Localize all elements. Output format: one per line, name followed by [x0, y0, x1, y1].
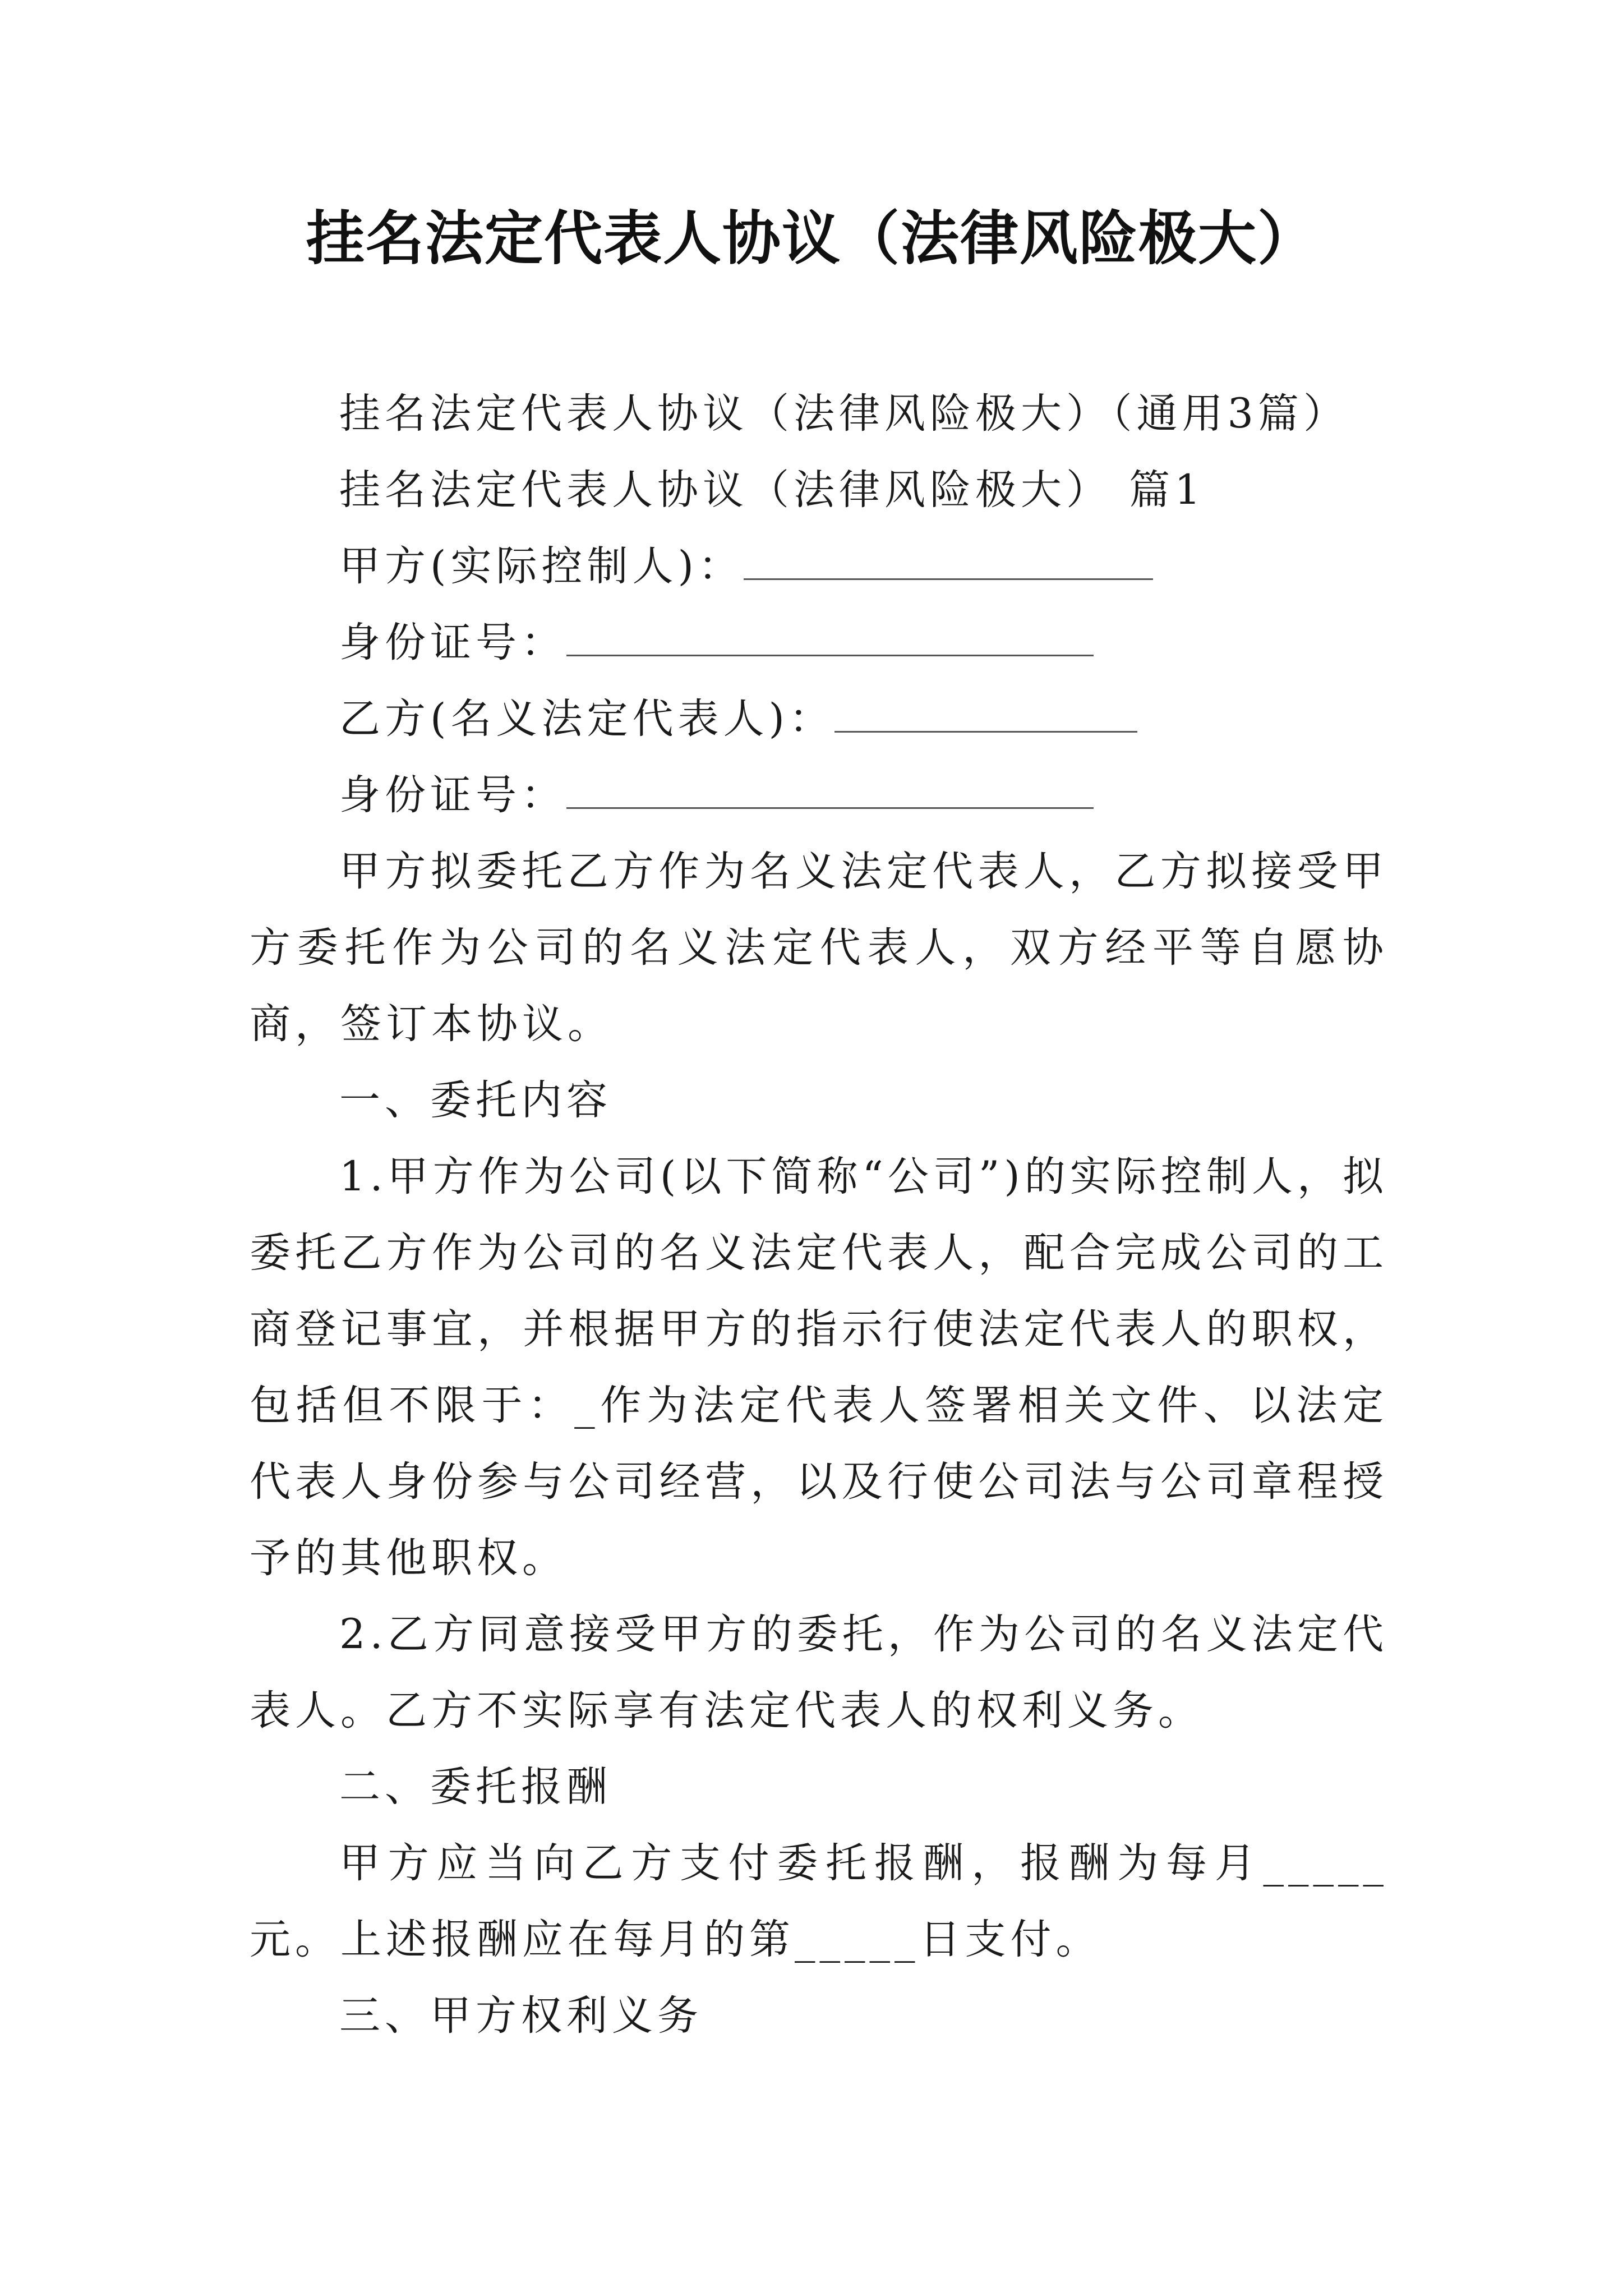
clause-1: 1.甲方作为公司(以下简称“公司”)的实际控制人，拟委托乙方作为公司的名义法定代表人，配合完成公司的工商登记事宜，并根据甲方的指示行使法定代表人的职权，包括但不限于：_作为法定代表人签署相关文件、以法定代表人身份参与公司经营，以及行使公司法与公司章程授予的其他职权。 — [250, 1153, 1388, 1582]
party-a-row — [250, 528, 1388, 605]
party-b-blank — [834, 691, 1137, 733]
section1-heading: 一、委托内容 — [339, 1076, 612, 1124]
section2-heading: 二、委托报酬 — [339, 1763, 612, 1811]
section3-heading: 三、甲方权利义务 — [339, 1992, 703, 2040]
intro-paragraph: 甲方拟委托乙方作为名义法定代表人，乙方拟接受甲方委托作为公司的名义法定代表人，双方经平等自愿协商，签订本协议。 — [250, 848, 1388, 1048]
document-body — [250, 376, 1388, 2054]
subtitle-collection: 挂名法定代表人协议（法律风险极大）（通用3篇） — [339, 390, 1349, 438]
document-title: 挂名法定代表人协议（法律风险极大） — [306, 204, 1317, 273]
party-a-blank — [744, 538, 1153, 580]
party-a-label: 甲方(实际控制人)： — [339, 542, 744, 590]
party-b-id-blank — [566, 767, 1094, 809]
party-a-id-blank — [566, 614, 1094, 656]
party-b-label: 乙方(名义法定代表人)： — [339, 695, 834, 743]
party-b-row — [250, 681, 1388, 757]
subtitle-part: 挂名法定代表人协议（法律风险极大） 篇1 — [339, 466, 1205, 514]
clause-2: 2.乙方同意接受甲方的委托，作为公司的名义法定代表人。乙方不实际享有法定代表人的权利义务。 — [250, 1611, 1388, 1734]
party-b-id-row — [250, 757, 1388, 834]
party-b-id-label: 身份证号： — [339, 771, 566, 819]
remuneration-paragraph: 甲方应当向乙方支付委托报酬，报酬为每月_____元。上述报酬应在每月的第_____日支付。 — [250, 1839, 1388, 1963]
party-a-id-row — [250, 605, 1388, 681]
party-a-id-label: 身份证号： — [339, 619, 566, 666]
